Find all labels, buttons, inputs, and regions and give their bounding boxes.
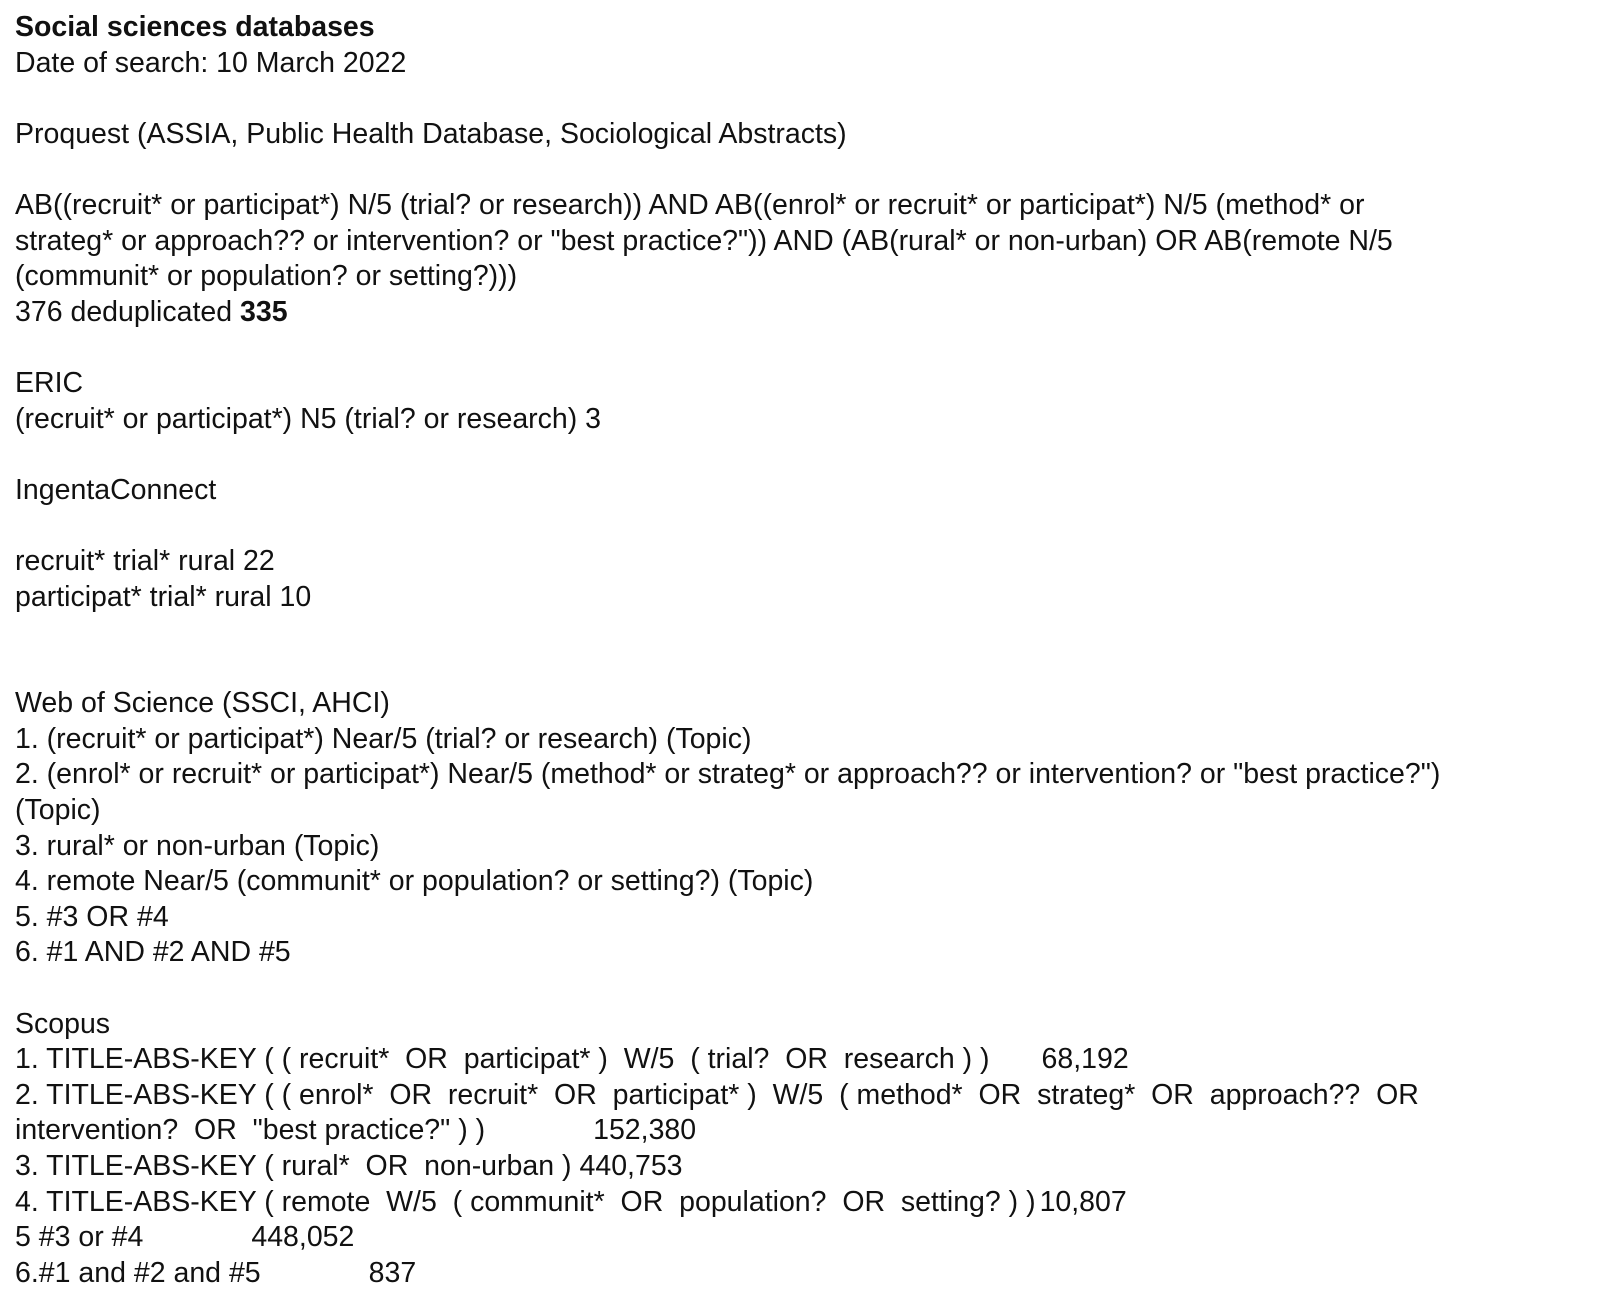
eric-query: (recruit* or participat*) N5 (trial? or research) 3 bbox=[15, 402, 602, 435]
spacer bbox=[15, 508, 1590, 544]
proquest-query-line-1: AB((recruit* or participat*) N/5 (trial? or research)) AND AB((enrol* or recruit* or participat*) N/5 (method* or bbox=[15, 188, 1365, 221]
proquest-heading: Proquest (ASSIA, Public Health Database, Sociological Abstracts) bbox=[15, 117, 847, 150]
scopus-line-1 bbox=[15, 1042, 1590, 1078]
wos-line-3: 3. rural* or non-urban (Topic) bbox=[15, 829, 380, 862]
ingenta-query-1: recruit* trial* rural 22 bbox=[15, 544, 275, 577]
spacer bbox=[15, 651, 1590, 687]
wos-line-1: 1. (recruit* or participat*) Near/5 (trial? or research) (Topic) bbox=[15, 722, 752, 755]
spacer bbox=[15, 437, 1590, 473]
scopus-heading: Scopus bbox=[15, 1007, 111, 1040]
scopus-line-4 bbox=[15, 1185, 1590, 1221]
eric-heading: ERIC bbox=[15, 366, 84, 399]
scopus-line-3 bbox=[15, 1149, 1590, 1185]
proquest-query-line-3: (communit* or population? or setting?))) bbox=[15, 260, 518, 293]
document-page bbox=[15, 10, 1590, 1291]
ingenta-heading: IngentaConnect bbox=[15, 473, 217, 506]
spacer bbox=[15, 615, 1590, 651]
scopus-count-4: 10,807 bbox=[1039, 1185, 1127, 1218]
proquest-query-line-2: strateg* or approach?? or intervention? or "best practice?")) AND (AB(rural* or non-urban) OR AB(remote N/5 bbox=[15, 224, 1393, 257]
wos-line-2b: (Topic) bbox=[15, 794, 101, 827]
wos-heading: Web of Science (SSCI, AHCI) bbox=[15, 687, 390, 720]
scopus-query-4: 4. TITLE-ABS-KEY ( remote W/5 ( communit* OR population? OR setting? ) ) bbox=[15, 1185, 1036, 1218]
scopus-query-5: 5 #3 or #4 bbox=[15, 1221, 144, 1254]
scopus-count-1: 68,192 bbox=[1041, 1043, 1129, 1076]
document-title: Social sciences databases bbox=[15, 11, 375, 43]
spacer bbox=[15, 971, 1590, 1007]
scopus-line-6 bbox=[15, 1256, 1590, 1292]
scopus-count-5: 448,052 bbox=[251, 1221, 355, 1254]
proquest-result-text: 376 deduplicated bbox=[15, 295, 241, 328]
spacer bbox=[15, 152, 1590, 188]
wos-line-5: 5. #3 OR #4 bbox=[15, 900, 169, 933]
proquest-result bbox=[15, 295, 1590, 331]
scopus-count-3: 440,753 bbox=[579, 1150, 683, 1182]
scopus-line-2a: 2. TITLE-ABS-KEY ( ( enrol* OR recruit* OR participat* ) W/5 ( method* OR strateg* OR approach?? OR bbox=[15, 1078, 1419, 1111]
scopus-query-1: 1. TITLE-ABS-KEY ( ( recruit* OR participat* ) W/5 ( trial? OR research ) ) bbox=[15, 1043, 990, 1076]
ingenta-query-2: participat* trial* rural 10 bbox=[15, 580, 312, 613]
scopus-query-3: 3. TITLE-ABS-KEY ( rural* OR non-urban ) bbox=[15, 1150, 572, 1182]
wos-line-4: 4. remote Near/5 (communit* or population? or setting?) (Topic) bbox=[15, 865, 814, 898]
spacer bbox=[15, 330, 1590, 366]
proquest-result-count: 335 bbox=[240, 295, 288, 328]
scopus-line-5 bbox=[15, 1220, 1590, 1256]
wos-line-6: 6. #1 AND #2 AND #5 bbox=[15, 936, 291, 969]
scopus-query-2b: intervention? OR "best practice?" ) ) bbox=[15, 1114, 486, 1147]
scopus-count-2: 152,380 bbox=[593, 1114, 697, 1147]
wos-line-2a: 2. (enrol* or recruit* or participat*) Near/5 (method* or strateg* or approach?? or intervention? or "best practice?") bbox=[15, 758, 1441, 791]
search-date: Date of search: 10 March 2022 bbox=[15, 46, 407, 79]
scopus-query-6: 6.#1 and #2 and #5 bbox=[15, 1256, 261, 1289]
scopus-count-6: 837 bbox=[368, 1256, 417, 1289]
scopus-line-2b bbox=[15, 1113, 1590, 1149]
spacer bbox=[15, 81, 1590, 117]
